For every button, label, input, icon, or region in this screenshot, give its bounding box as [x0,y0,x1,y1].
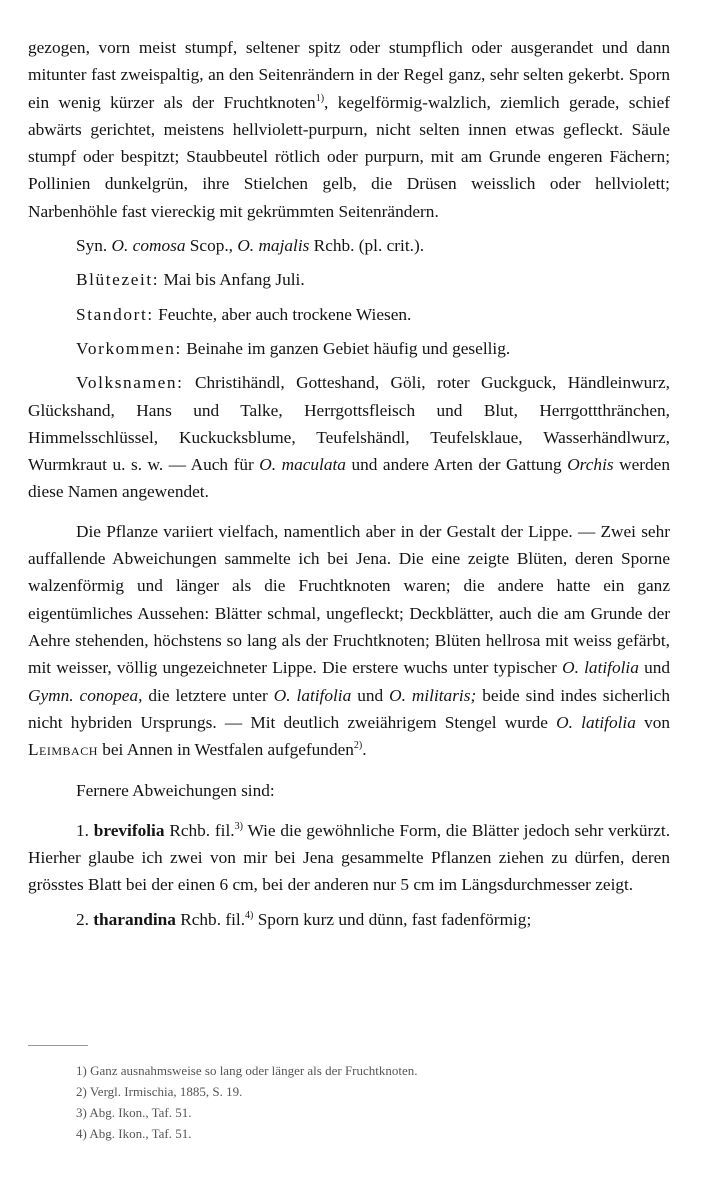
footnote-divider [28,1045,88,1046]
description-paragraph [28,34,670,225]
standort-label: Standort: [76,304,154,324]
footnote-1 [76,1060,636,1081]
item-number: 2. [76,909,89,929]
variation-text: bei Annen in Westfalen aufgefunden [102,740,354,760]
author-abbrev: Scop., [189,236,233,256]
taxon-name: O. maculata [259,455,346,475]
variety-item-2 [28,906,670,933]
synonyms-line [28,232,670,259]
footnote-mark: 2) [76,1084,87,1099]
footnote-ref[interactable]: 2) [353,740,363,752]
standort-line [28,301,670,328]
footnote-ref[interactable]: 4) [245,909,254,921]
footnote-ref[interactable]: 1) [315,92,325,104]
footnote-mark: 3) [76,1105,87,1120]
syn-label: Syn. [76,236,108,256]
bluetezeit-label: Blütezeit: [76,270,160,290]
variation-text: . [362,740,367,760]
footnote-mark: 4) [76,1126,87,1141]
variety-item-1 [28,817,670,899]
variety-description: Wie die gewöhnliche Form, die Blätter jedoch sehr verkürzt. Hierher glaube ich zwei von mir bei Jena gesammelte Pflanzen ziehen zu dürfen, deren grösstes Blatt bei der einen 6 cm, bei der anderen nur 5 cm im Längsdurchmesser zeigt. [28,820,671,895]
taxon-name: O. militaris; [389,685,477,705]
variation-text: und [644,658,671,678]
footnote-text: Ganz ausnahmsweise so lang oder länger als der Fruchtknoten. [90,1063,418,1078]
taxon-name: O. latifolia [556,712,636,732]
volksnamen-text: und andere Arten der Gattung [351,455,562,475]
variation-text: und [357,685,384,705]
variation-text: beide sind indes sicherlich nicht hybriden Ursprungs. — Mit deutlich zweiährigem Stengel wurde [28,685,670,732]
footnote-2 [76,1081,636,1102]
variety-name: tharandina [93,909,176,929]
volksnamen-label: Volksnamen: [76,373,184,393]
footnote-mark: 1) [76,1063,87,1078]
fernere-heading: Fernere Abweichungen sind: [76,781,275,801]
author-abbrev: Rchb. fil. [169,820,235,840]
vorkommen-line [28,335,670,362]
footnote-text: Abg. Ikon., Taf. 51. [89,1126,192,1141]
variation-text: Die Pflanze variiert vielfach, namentlich aber in der Gestalt der Lippe. — Zwei sehr auffallende Abweichungen sammelte ich bei Jena. Die eine zeigte Blüten, deren Sporne walzenförmig und länger als die Fruchtknoten waren; die andere hatte ein ganz eigentümliches Aussehen: Blätter schmal, ungefleckt; Deckblätter, auch die am Grunde der Aehre stehenden, höchstens so lang als der Fruchtknoten; Blüten hellrosa mit weiss gefärbt, mit weisser, völlig ungezeichneter Lippe. Die erstere wuchs unter typischer [28,521,670,678]
variation-text: von [644,712,670,732]
description-text-cont: , kegelförmig-walzlich, ziemlich gerade, schief abwärts gerichtet, meistens hellviolett-purpurn, nicht selten innen etwas gefleckt. Säule stumpf oder bespitzt; Staubbeutel rötlich oder purpurn, mit am Grunde engeren Fächern; Pollinien dunkelgrün, ihre Stielchen gelb, die Drüsen weisslich oder hellviolett; Narbenhöhle fast viereckig mit gekrümmten Seitenrändern. [28,92,671,221]
vorkommen-text: Beinahe im ganzen Gebiet häufig und gesellig. [186,338,511,358]
variety-description: Sporn kurz und dünn, fast fadenförmig; [257,909,532,929]
author-abbrev: Rchb. fil. [180,909,246,929]
variety-name: brevifolia [93,820,165,840]
taxon-name: O. latifolia [273,685,352,705]
volksnamen-text: werden diese Namen angewendet. [28,455,670,502]
taxon-name: Gymn. conopea, [28,685,143,705]
footnote-ref[interactable]: 3) [234,820,243,832]
description-text: gezogen, vorn meist stumpf, seltener spitz oder stumpflich oder ausgerandet und dann mitunter fast zweispaltig, an den Seitenrändern in der Regel ganz, sehr selten gekerbt. Sporn ein wenig kürzer als der Fruchtknoten [28,38,670,112]
volksnamen-text: Christihändl, Gotteshand, Göli, roter Guckguck, Händleinwurz, Glückshand, Hans und Talke, Herrgottsfleisch und Blut, Herrgottthränchen, Himmelsschlüssel, Kuckucksblume, Teufelshändl, Teufelsklaue, Wasserhändlwurz, Wurmkraut u. s. w. — Auch für [28,373,670,475]
footnotes [76,1060,636,1144]
person-name: Leimbach [28,740,98,760]
variation-text: die letztere unter [148,685,268,705]
taxon-name: O. comosa [111,236,186,256]
bluetezeit-line [28,266,670,293]
footnote-3 [76,1102,636,1123]
taxon-name: Orchis [567,455,614,475]
page-body [28,34,670,933]
bluetezeit-text: Mai bis Anfang Juli. [163,270,305,290]
footnote-text: Vergl. Irmischia, 1885, S. 19. [89,1084,243,1099]
volksnamen-paragraph [28,369,670,505]
footnote-4 [76,1123,636,1144]
item-number: 1. [76,820,89,840]
variation-paragraph [28,518,670,764]
vorkommen-label: Vorkommen: [76,338,182,358]
author-abbrev: Rchb. (pl. crit.). [313,236,425,256]
taxon-name: O. latifolia [562,658,639,678]
standort-text: Feuchte, aber auch trockene Wiesen. [158,304,412,324]
taxon-name: O. majalis [237,236,310,256]
footnote-text: Abg. Ikon., Taf. 51. [89,1105,192,1120]
